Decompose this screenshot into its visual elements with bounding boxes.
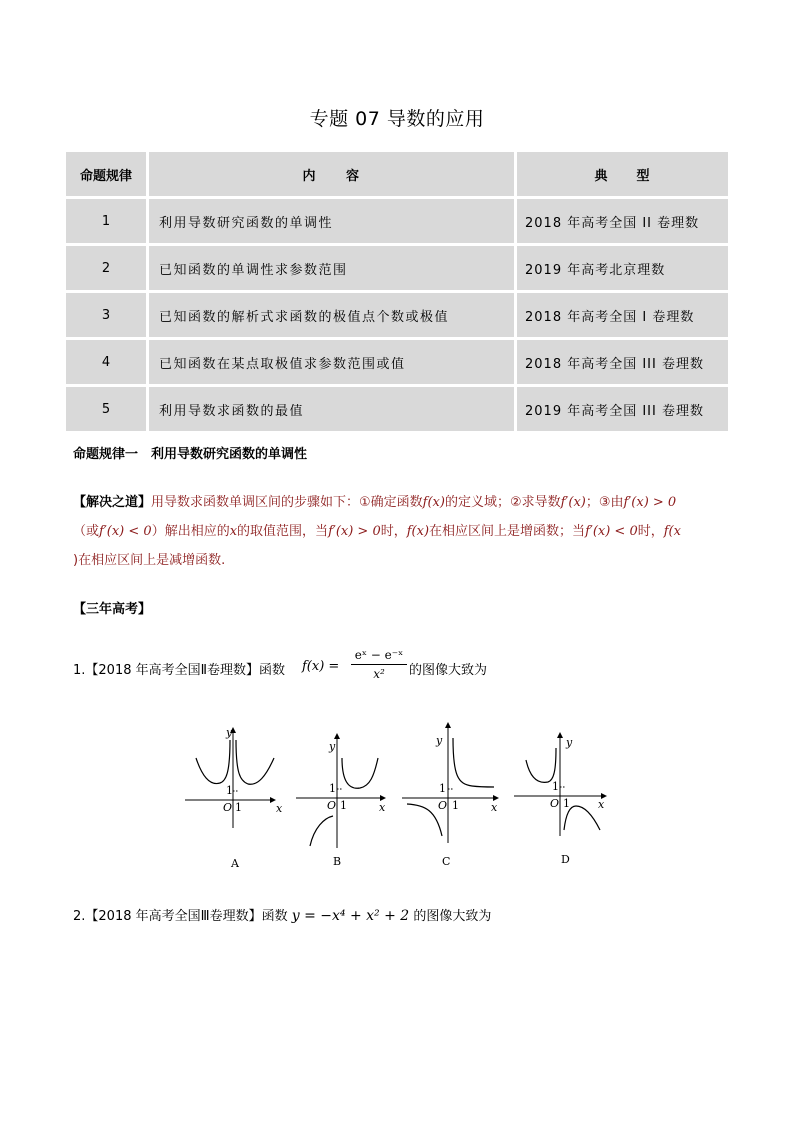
row-content: 利用导数求函数的最值 xyxy=(149,387,517,431)
table-row xyxy=(66,293,728,337)
curve-right xyxy=(342,758,378,788)
header-example: 典 型 xyxy=(517,152,728,196)
graph-b xyxy=(296,734,385,848)
table-row xyxy=(66,340,728,384)
table-header-row xyxy=(66,152,728,196)
axis-y-label: y xyxy=(566,736,573,749)
q2-formula: y = −x⁴ + x² + 2 xyxy=(291,908,410,924)
header-content: 内 容 xyxy=(149,152,517,196)
q2-suffix: 的图像大致为 xyxy=(413,909,492,924)
three-years-heading: 【三年高考】 xyxy=(73,602,152,617)
axis-x-label: x xyxy=(379,801,386,814)
math-fpx: f′(x) xyxy=(560,495,586,510)
header-rule: 命题规律 xyxy=(66,152,149,196)
section-title: 命题规律一 利用导数研究函数的单调性 xyxy=(73,447,308,462)
question-2 xyxy=(73,905,491,924)
row-num: 1 xyxy=(66,199,149,243)
axis-y-label: y xyxy=(226,726,233,739)
tick-label: 1 xyxy=(452,799,459,812)
answer-graphs xyxy=(180,718,610,878)
graphs-svg xyxy=(180,718,610,878)
tick-label: 1 xyxy=(563,797,570,810)
axis-x-label: x xyxy=(276,802,283,815)
method-text: （或 xyxy=(73,524,100,539)
math-fx-partial: f(x xyxy=(663,524,681,539)
math-cond-neg: f′(x) < 0 xyxy=(99,524,152,539)
origin-label: O xyxy=(223,801,233,814)
q1-fraction xyxy=(349,647,409,682)
method-text: 的定义域；②求导数 xyxy=(444,495,561,510)
curve-left xyxy=(526,748,556,782)
method-line-1 xyxy=(73,488,729,517)
tick-label: 1 xyxy=(226,784,233,797)
method-paragraph xyxy=(73,488,729,575)
tick-label: 1 xyxy=(552,780,559,793)
curve-left xyxy=(407,804,442,836)
tick-label: 1 xyxy=(235,801,242,814)
row-content: 已知函数在某点取极值求参数范围或值 xyxy=(149,340,517,384)
option-label-d: D xyxy=(561,853,570,866)
q1-suffix: 的图像大致为 xyxy=(409,663,488,678)
row-num: 3 xyxy=(66,293,149,337)
method-head: 【解决之道】 xyxy=(73,495,152,510)
option-label-a: A xyxy=(231,857,239,870)
option-label-b: B xyxy=(333,855,342,868)
table-row xyxy=(66,387,728,431)
curve-left xyxy=(196,740,230,784)
math-cond-pos: f′(x) > 0 xyxy=(328,524,381,539)
option-label-c: C xyxy=(442,855,451,868)
math-cond-neg: f′(x) < 0 xyxy=(585,524,638,539)
row-num: 5 xyxy=(66,387,149,431)
math-fx: f(x) xyxy=(406,524,430,539)
curve-right xyxy=(453,738,494,787)
row-example: 2019 年高考北京理数 xyxy=(517,246,728,290)
q1-numerator: eˣ − e⁻ˣ xyxy=(354,648,404,662)
q1-prefix: 1.【2018 年高考全国Ⅱ卷理数】函数 xyxy=(73,663,286,678)
axis-x-label: x xyxy=(598,798,605,811)
tick-label: 1 xyxy=(329,782,336,795)
row-example: 2019 年高考全国 III 卷理数 xyxy=(517,387,728,431)
method-text: 用导数求函数单调区间的步骤如下：①确定函数 xyxy=(151,495,423,510)
row-content: 已知函数的解析式求函数的极值点个数或极值 xyxy=(149,293,517,337)
row-num: 2 xyxy=(66,246,149,290)
math-cond-pos: f′(x) > 0 xyxy=(623,495,677,510)
math-fx: f(x) xyxy=(422,495,445,510)
origin-label: O xyxy=(438,799,448,812)
axis-x-label: x xyxy=(491,801,498,814)
method-text: 时， xyxy=(380,524,407,539)
row-content: 已知函数的单调性求参数范围 xyxy=(149,246,517,290)
q1-fx: f(x) = xyxy=(302,659,340,674)
fraction-bar xyxy=(351,664,407,665)
rules-table xyxy=(66,149,728,434)
math-x: x xyxy=(229,524,238,539)
tick-label: 1 xyxy=(439,782,446,795)
row-example: 2018 年高考全国 II 卷理数 xyxy=(517,199,728,243)
tick-label: 1 xyxy=(340,799,347,812)
row-example: 2018 年高考全国 III 卷理数 xyxy=(517,340,728,384)
method-text: 在相应区间上是增函数；当 xyxy=(429,524,586,539)
row-num: 4 xyxy=(66,340,149,384)
graph-d xyxy=(514,733,606,836)
table-row xyxy=(66,246,728,290)
q1-denominator: x² xyxy=(373,667,385,681)
method-line-3: )在相应区间上是减增函数. xyxy=(73,553,226,568)
method-text: 的取值范围，当 xyxy=(237,524,329,539)
axis-y-label: y xyxy=(329,740,336,753)
method-text: ；③由 xyxy=(585,495,624,510)
method-text: ）解出相应的 xyxy=(151,524,230,539)
method-text: 时， xyxy=(637,524,664,539)
method-line-2 xyxy=(73,517,729,546)
curve-right xyxy=(236,740,274,784)
origin-label: O xyxy=(327,799,337,812)
graph-c xyxy=(402,723,498,843)
q2-prefix: 2.【2018 年高考全国Ⅲ卷理数】函数 xyxy=(73,909,288,924)
curve-left xyxy=(310,816,333,846)
page-title: 专题 07 导数的应用 xyxy=(309,108,485,130)
row-example: 2018 年高考全国 I 卷理数 xyxy=(517,293,728,337)
origin-label: O xyxy=(550,797,560,810)
table-row xyxy=(66,199,728,243)
axis-y-label: y xyxy=(436,734,443,747)
row-content: 利用导数研究函数的单调性 xyxy=(149,199,517,243)
